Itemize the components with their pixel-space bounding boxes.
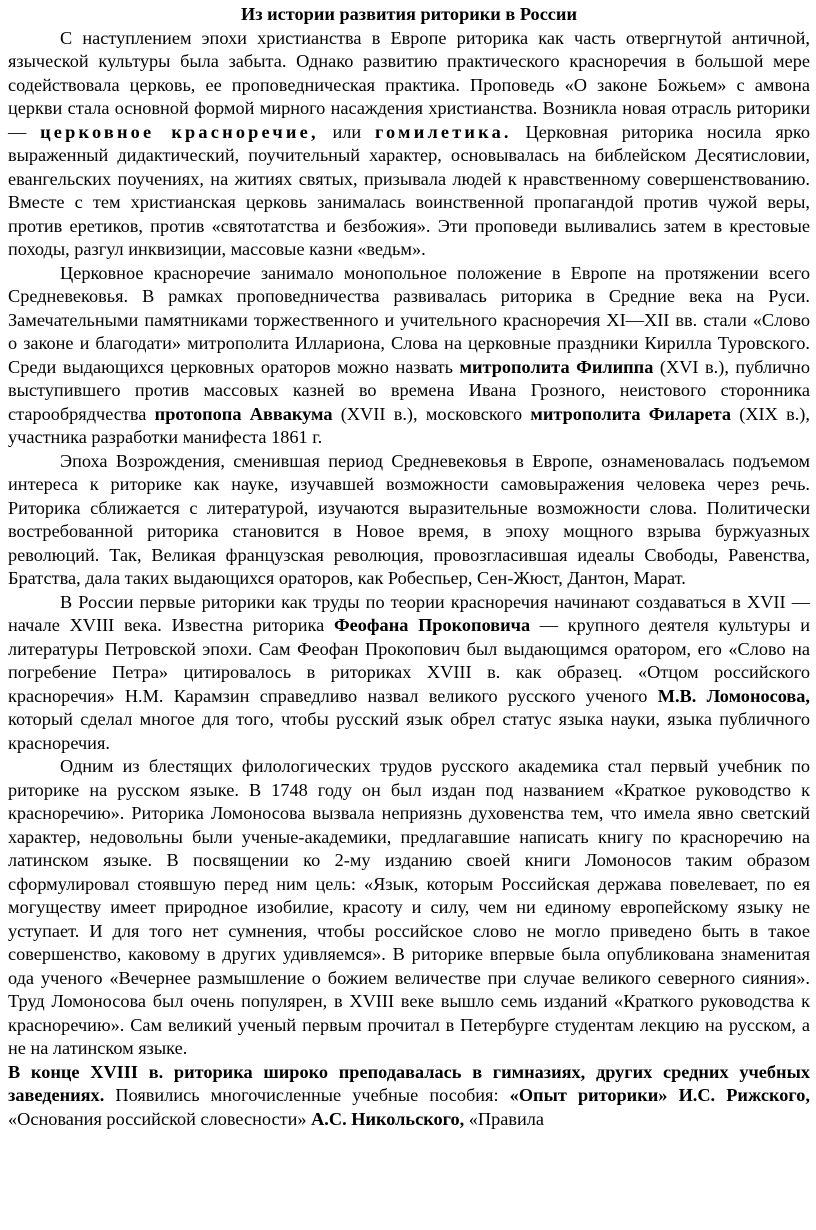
bold-intro: В конце XVIII в. риторика широко преподавалась в гимназиях, других средних учебных заведениях. [8,1061,810,1105]
paragraph-text: или [318,121,376,142]
paragraph-lomonosov-textbook: Одним из блестящих филологических трудов русского академика стал первый учебник по риторике на русском языке. В 1748 году он был издан под названием «Краткое руководство к красноречию». Риторика Ломоносова вызвала неприязнь духовенства тем, что имела явно светский характер, недовольны были ученые-академики, предлагавшие написать книгу по красноречию на латинском языке. В посвящении ко 2-му изданию своей книги Ломоносов таким образом сформулировал стоявшую перед ним цель: «Язык, которым Российская держава повелевает, по ея могуществу имеет природное изобилие, красоту и силу, чем ни единому европейскому языку не уступает. И для того нет сумнения, чтобы российское слово не могло приведено быть в такое совершенство, каковому в других удивляемся». В риторике впервые была опубликована знаменитая ода ученого «Вечернее размышление о божием величестве при случае великого северного сияния». Труд Ломоносова был очень популярен, в XVIII веке вышло семь изданий «Краткого руководства к красноречию». Сам великий ученый первым прочитал в Петербурге студентам лекцию на русском, а не на латинском языке. [8,756,810,1058]
name-feofan-prokopovich: Феофана Прокоповича [333,615,531,635]
paragraph-text: (XVII в.), московского [332,403,531,424]
paragraph-text: С наступлением эпохи христианства в Европе риторика как часть отвергнутой античной, языческой культуры была забыта. Однако развитию практического красноречия в большой мере содействовала церковь, ее проповедническая практика. Проповедь «О законе Божьем» с амвона церкви стала основной формой мирного насаждения христианства. Возникла новая отрасль риторики— [8,27,810,142]
paragraph-church-rhetoric [8,27,810,262]
paragraph-text: который сделал многое для того, чтобы русский язык обрел статус языка науки, языка публичного красноречия. [8,709,810,753]
name-metropolitan-filaret: митрополита Филарета [530,403,731,424]
name-lomonosov: М.В. Ломоносова, [657,685,810,706]
paragraph-text: — крупного деятеля культуры и литературы Петровской эпохи. Сам Феофан Прокопович был выдающимся оратором, его «Слово на погребение Петра» цитировалось в риториках XVIII в. как образец. «Отцом российского красноречия» Н.М. Карамзин справедливо назвал великого русского ученого [8,615,810,706]
book-title-rhetoric-essay: «Опыт риторики» [509,1085,668,1105]
paragraph-text: (XVI в.), публично выступившего против массовых казней во времена Ивана Грозного, неистового сторонника старообрядчества [8,356,810,424]
paragraph-medieval-orators [8,262,810,450]
term-church-eloquence: церковное красноречие, [40,121,319,142]
document-title: Из истории развития риторики в России [240,4,577,24]
term-homiletics: гомилетика. [375,121,512,142]
paragraph-renaissance: Эпоха Возрождения, сменившая период Средневековья в Европе, ознаменовалась подъемом интереса к риторике как науке, изучавшей возможности самовыражения человека через речь. Риторика сближается с литературой, изучаются выразительные возможности слова. Политически востребованной риторика становится в Новое время, в эпоху мощного взрыва буржуазных революций. Так, Великая французская революция, провозгласившая идеалы Свободы, Равенства, Братства, дала таких выдающихся ораторов, как Робеспьер, Сен-Жюст, Дантон, Марат. [8,450,810,588]
paragraph-late-18th-century [8,1061,810,1132]
paragraph-text: Появились многочисленные учебные пособия: [104,1085,510,1105]
paragraph-russian-rhetoric [8,591,810,756]
paragraph-text: (XIX в.), участника разработки манифеста 1861 г. [8,403,810,447]
book-title-rules: «Правила [468,1108,545,1129]
paragraph-text: Церковная риторика носила ярко выраженный дидактический, поучительный характер, основывалась на библейском Десятисловии, евангельских поучениях, на житиях святых, призывала людей к нравственному совершенствованию. Вместе с тем христианская церковь занималась воинственной пропагандой против чужой веры, против еретиков, против «святотатства и безбожия». Эти проповеди выливались затем в крестовые походы, разгул инквизиции, массовые казни «ведьм». [8,121,810,259]
name-metropolitan-philip: митрополита Филиппа [459,356,654,377]
paragraph-text: Церковное красноречие занимало монопольное положение в Европе на протяжении всего Средневековья. В рамках проповедничества развивалась риторика в Средние века на Руси. Замечательными памятниками торжественного и учительного красноречия XI—XII вв. стали «Слово о законе и благодати» митрополита Иллариона, Слова на церковные праздники Кирилла Туровского. Среди выдающихся церковных ораторов можно назвать [8,262,810,377]
name-nikolsky: А.С. Никольского, [311,1108,465,1129]
paragraph-text: В России первые риторики как труды по теории красноречия начинают создаваться в XVII — начале XVIII века. Известна риторика [8,591,810,635]
name-rizhsky: И.С. Рижского, [678,1085,810,1105]
book-title-foundations: «Основания российской словесности» [8,1108,307,1129]
name-archpriest-avvakum: протопопа Аввакума [154,403,333,424]
